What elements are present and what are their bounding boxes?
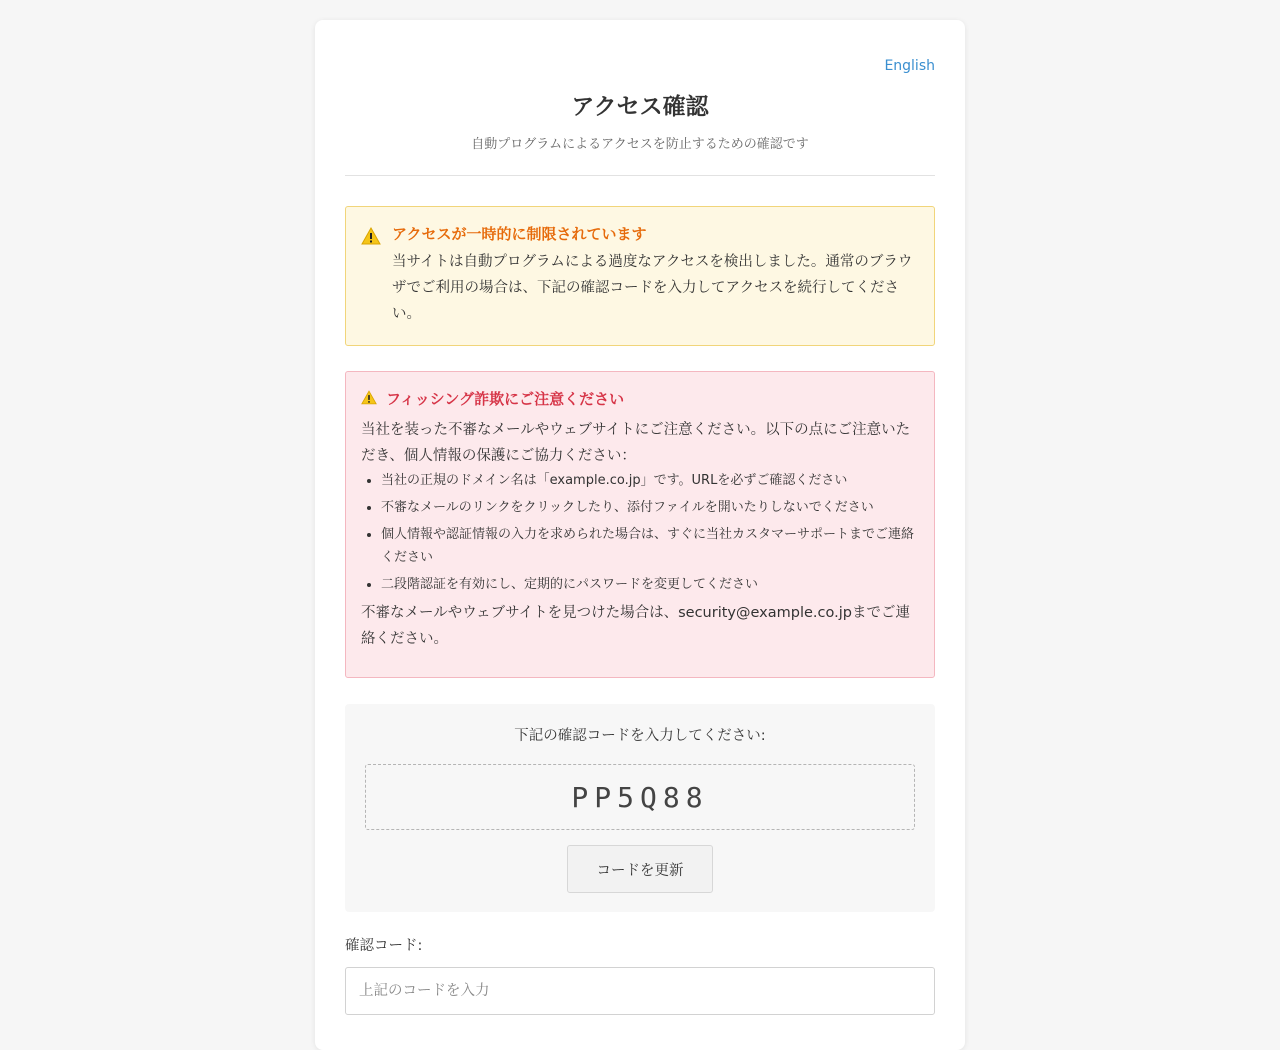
refresh-code-button[interactable]: コードを更新 <box>567 845 713 893</box>
captcha-panel <box>345 704 935 912</box>
access-restricted-alert <box>345 206 935 346</box>
phishing-tips-list <box>361 469 919 596</box>
access-restricted-title: アクセスが一時的に制限されています <box>392 225 647 243</box>
code-input-label: 確認コード: <box>345 938 423 954</box>
list-item-text: 当社の正規のドメイン名は「example.co.jp」です。URLを必ずご確認ください <box>381 473 848 488</box>
header-divider <box>345 175 935 176</box>
page-title: アクセス確認 <box>571 94 709 120</box>
access-restricted-text: 当サイトは自動プログラムによる過度なアクセスを検出しました。通常のブラウザでご利用の場合は、下記の確認コードを入力してアクセスを続行してください。 <box>392 254 913 322</box>
access-restricted-content <box>392 224 919 328</box>
verification-code-input[interactable] <box>345 967 935 1015</box>
bullet-icon <box>367 479 371 483</box>
phishing-warning-alert <box>345 371 935 678</box>
phishing-footer: 不審なメールやウェブサイトを見つけた場合は、security@example.co.jpまでご連絡ください。 <box>361 605 910 647</box>
list-item <box>361 469 919 492</box>
list-item-text: 二段階認証を有効にし、定期的にパスワードを変更してください <box>381 577 759 592</box>
phishing-title: フィッシング詐欺にご注意ください <box>386 390 625 408</box>
bullet-icon <box>367 583 371 587</box>
language-switch-link[interactable]: English <box>884 58 935 74</box>
list-item-text: 不審なメールのリンクをクリックしたり、添付ファイルを開いたりしないでください <box>381 500 874 515</box>
list-item <box>361 573 919 596</box>
verification-card <box>315 20 965 1050</box>
list-item <box>361 496 919 519</box>
warning-icon <box>361 390 377 409</box>
bullet-icon <box>367 533 371 537</box>
phishing-intro: 当社を装った不審なメールやウェブサイトにご注意ください。以下の点にご注意いただき、個人情報の保護にご協力ください： <box>361 422 911 464</box>
list-item-text: 個人情報や認証情報の入力を求められた場合は、すぐに当社カスタマーサポートまでご連絡ください <box>381 527 915 565</box>
captcha-label: 下記の確認コードを入力してください: <box>514 728 766 744</box>
phishing-title-row <box>361 389 919 409</box>
captcha-code: PP5Q88 <box>365 764 915 830</box>
page-subtitle: 自動プログラムによるアクセスを防止するための確認です <box>471 137 809 152</box>
language-row <box>345 20 935 75</box>
warning-icon <box>361 224 381 328</box>
bullet-icon <box>367 506 371 510</box>
list-item <box>361 523 919 569</box>
